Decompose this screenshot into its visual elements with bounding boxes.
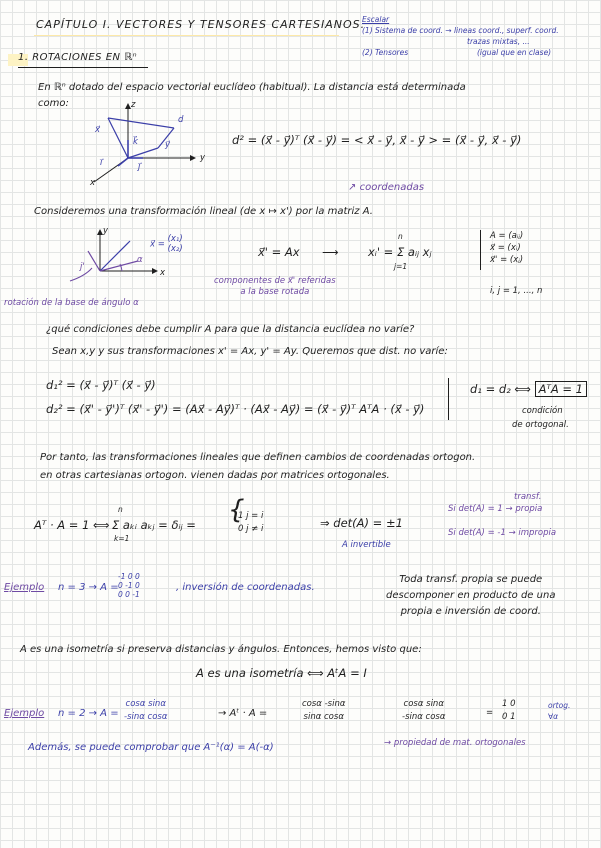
note-line-3: (2) Tensores <box>362 48 409 57</box>
axis-x-label: x <box>90 178 96 188</box>
ejemplo-2-text: n = 2 → A = <box>58 708 119 719</box>
mA2-row-2: -sinα cosα <box>402 712 446 722</box>
vector-i-label: i⃗ <box>100 158 103 168</box>
ejemplo-2-matrix-T <box>302 698 345 724</box>
transf-label: transf. <box>514 492 542 502</box>
ortho-cases <box>228 495 264 536</box>
d2-formula: d₂² = (x⃗' - y⃗')ᵀ (x⃗' - y⃗') = (Ax⃗ - Ay⃗)ᵀ · (Ax⃗ - Ay⃗) = (x⃗ - y⃗)ᵀ AᵀA · (x⃗ - y⃗) <box>46 402 425 416</box>
ortog-note-1: ortog. <box>548 701 571 710</box>
fig2-axis-y: y <box>103 226 109 236</box>
isometry-line: A es una isometría si preserva distancias y ángulos. Entonces, hemos visto que: <box>20 644 422 655</box>
ejemplo-1-label: Ejemplo <box>4 582 45 593</box>
fig2-vec-label: x⃗ = <box>150 239 165 250</box>
figure-3d-vectors <box>88 100 208 195</box>
propia-note-2: descomponer en producto de una <box>386 590 556 601</box>
intro-line-1: En ℝⁿ dotado del espacio vectorial euclídeo (habitual). La distancia está determinada <box>38 82 466 93</box>
ademas-line: Además, se puede comprobar que A⁻¹(α) = A(-α) <box>28 742 274 753</box>
condition-boxed: AᵀA = 1 <box>535 381 587 397</box>
propia-note <box>386 572 555 620</box>
mT-row-1: cosα -sinα <box>302 699 346 709</box>
brace-icon: { <box>228 495 245 525</box>
axis-z-label: z <box>131 100 136 110</box>
components-note <box>214 276 336 298</box>
propia-note-3: propia e inversión de coord. <box>400 606 541 617</box>
fig2-x1: x₁ <box>170 234 180 244</box>
id-row-2: 0 1 <box>502 712 516 722</box>
components-line-2: a la base rotada <box>240 287 310 297</box>
transform-sum: xᵢ' = Σ aᵢⱼ xⱼ <box>368 245 432 259</box>
case-2: 0 j ≠ i <box>238 524 264 534</box>
det-implies: ⇒ det(A) = ±1 <box>320 516 403 530</box>
branch-propia: Si det(A) = 1 → propia <box>448 504 543 514</box>
condition-label-2: de ortogonal. <box>512 420 569 430</box>
ademas-note <box>384 738 526 748</box>
vector-x-label: x⃗ <box>95 125 101 135</box>
por-tanto-1: Por tanto, las transformaciones lineales que definen cambios de coordenadas ortogon. <box>40 452 476 463</box>
chapter-title: CAPÍTULO I. VECTORES Y TENSORES CARTESIANOS. <box>36 18 366 31</box>
ortog-note <box>548 700 570 722</box>
condition-label-1: condición <box>522 406 563 416</box>
matrix-row-2: 0 -1 0 <box>118 581 140 590</box>
def-x: x⃗ = (xᵢ) <box>490 243 521 253</box>
rotation-note: rotación de la base de ángulo α <box>4 298 139 308</box>
ortog-note-2: ∀α <box>548 712 559 721</box>
transform-defs <box>490 230 523 266</box>
arrow-right-icon: → <box>384 738 392 748</box>
ejemplo-2-label: Ejemplo <box>4 708 45 719</box>
index-range: i, j = 1, ..., n <box>490 286 543 296</box>
linear-transform-line: Consideremos una transformación lineal (de x ↦ x') por la matriz A. <box>34 206 373 217</box>
ejemplo-2-matrix-A <box>124 698 167 724</box>
ejemplo-2-identity <box>502 698 516 724</box>
mA-row-1: cosα sinα <box>125 699 166 709</box>
divider-2 <box>448 378 449 420</box>
coordinates-note <box>348 182 424 193</box>
notes-heading: Escalar <box>362 15 390 24</box>
ademas-note-text: propiedad de mat. ortogonales <box>393 738 526 748</box>
ejemplo-1-text: n = 3 → A = <box>58 582 119 593</box>
por-tanto-2: en otras cartesianas ortogon. vienen dadas por matrices ortogonales. <box>40 470 390 481</box>
distance-formula: d² = (x⃗ - y⃗)ᵀ (x⃗ - y⃗) = < x⃗ - y⃗, x⃗ - y⃗ > = (x⃗ - y⃗, x⃗ - y⃗) <box>232 133 522 147</box>
fig2-column: (x₁) (x₂) <box>167 234 183 254</box>
circle-icon: ↗ <box>348 182 357 193</box>
sum-top: n <box>398 232 403 241</box>
vector-d-label: d <box>178 115 184 125</box>
note-line-4: (igual que en clase) <box>477 48 552 57</box>
section-number: 1. <box>18 52 29 63</box>
ejemplo-1-desc: , inversión de coordenadas. <box>176 582 315 593</box>
ejemplo-2-matrix-A2 <box>402 698 445 724</box>
ortho-sum-bottom: k=1 <box>114 534 130 543</box>
components-line-1: componentes de x⃗' referidas <box>214 276 336 286</box>
condition-equiv: d₁ = d₂ ⟺ <box>470 382 531 396</box>
title-highlight <box>34 35 339 36</box>
d1-formula: d₁² = (x⃗ - y⃗)ᵀ (x⃗ - y⃗) <box>46 378 156 392</box>
mT-row-2: sinα cosα <box>303 712 344 722</box>
intro-line-2: como: <box>38 98 69 109</box>
vector-j-label: j⃗ <box>138 162 141 172</box>
section-heading <box>18 52 137 63</box>
mA2-row-1: cosα sinα <box>403 699 444 709</box>
divider <box>480 230 481 270</box>
fig2-alpha: α <box>137 255 143 265</box>
vector-y-label: y⃗ <box>165 140 171 150</box>
matrix-row-1: -1 0 0 <box>118 572 140 581</box>
fig2-x2: x₂ <box>170 244 180 254</box>
note-line-1: (1) Sistema de coord. → lineas coord., superf. coord. <box>362 26 559 35</box>
ejemplo-2-arrow: → Aᵗ · A = <box>218 708 268 719</box>
coordinates-label: coordenadas <box>359 182 425 193</box>
case-1: 1 j = i <box>238 511 264 521</box>
id-row-1: 1 0 <box>502 699 516 709</box>
question-line: ¿qué condiciones debe cumplir A para que la distancia euclídea no varíe? <box>46 324 415 335</box>
matrix-row-3: 0 0 -1 <box>118 590 140 599</box>
def-A: A = (aᵢⱼ) <box>490 231 524 241</box>
propia-note-1: Toda transf. propia se puede <box>399 574 543 585</box>
note-line-2: trazas mixtas, ... <box>467 37 530 46</box>
ejemplo-1-matrix <box>118 572 140 599</box>
section-underline <box>18 67 148 68</box>
sum-bottom: j=1 <box>394 262 408 271</box>
ortho-sum-top: n <box>118 505 123 514</box>
transform-lhs: x⃗' = Ax <box>258 245 300 259</box>
margin-notes <box>362 14 559 58</box>
axis-y-label: y <box>200 153 206 163</box>
equals-sign: = <box>486 708 494 718</box>
fig2-vector <box>150 234 183 254</box>
fig2-jprime: j' <box>80 262 85 272</box>
def-xprime: x⃗' = (xⱼ) <box>490 255 524 265</box>
isometry-eq: A es una isometría ⟺ AᵗA = I <box>196 666 367 680</box>
invertible-label: A invertible <box>342 540 391 550</box>
condition-eq <box>470 382 587 396</box>
sean-line: Sean x,y y sus transformaciones x' = Ax, y' = Ay. Queremos que dist. no varíe: <box>52 346 448 357</box>
ortho-lhs: Aᵀ · A = 1 ⟺ <box>34 518 110 532</box>
vector-k-label: k⃗ <box>133 137 138 147</box>
section-title-text: ROTACIONES EN ℝⁿ <box>32 52 138 63</box>
ortho-sum: Σ aₖᵢ aₖⱼ = δᵢⱼ = <box>112 518 196 532</box>
arrow-icon: ⟶ <box>322 245 339 259</box>
branch-impropia: Si det(A) = -1 → impropia <box>448 528 557 538</box>
fig2-axis-x: x <box>160 268 166 278</box>
mA-row-2: -sinα cosα <box>124 712 168 722</box>
